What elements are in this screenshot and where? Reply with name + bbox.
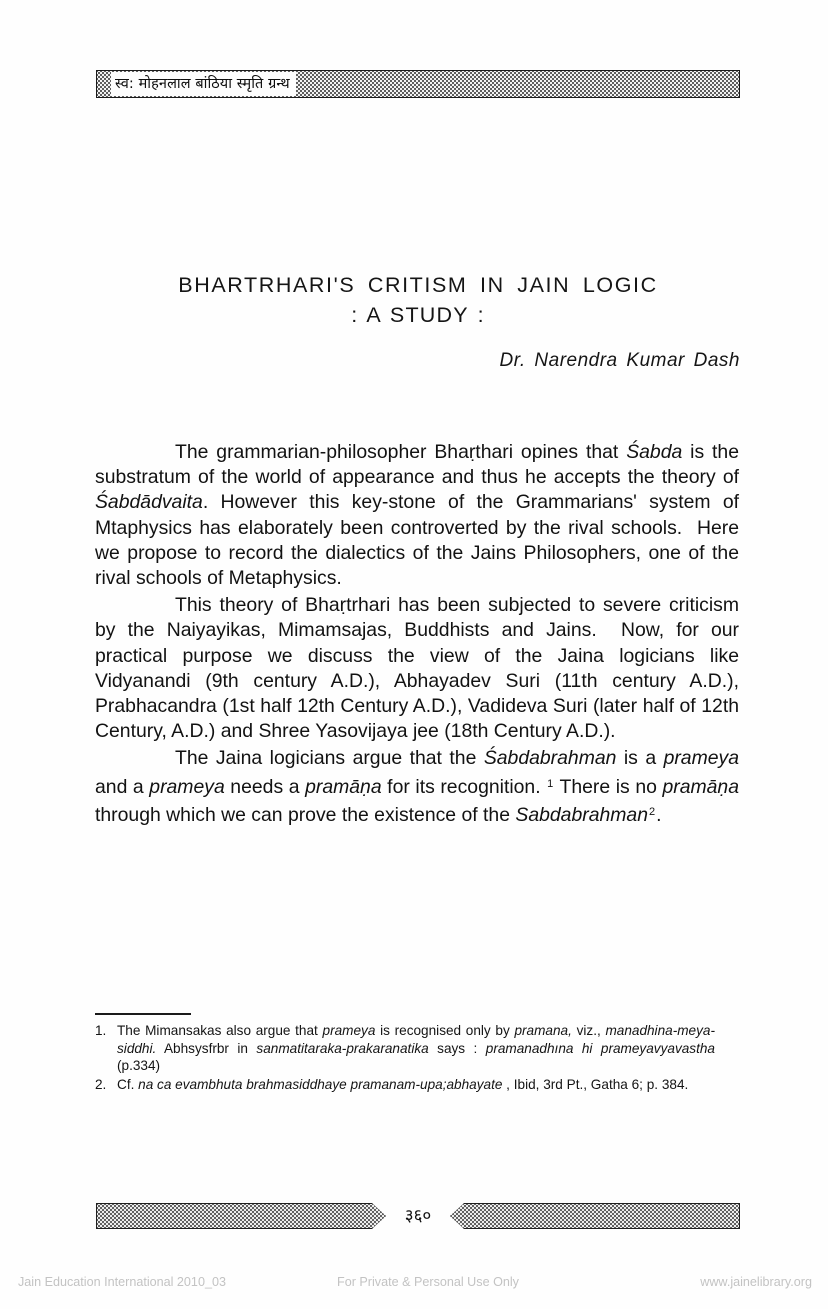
footer-decoration (96, 1203, 740, 1229)
footnote-text: Cf. na ca evambhuta brahmasiddhaye pramanam-upa;abhayate , Ibid, 3rd Pt., Gatha 6; p. 384. (117, 1076, 689, 1092)
article-author: Dr. Narendra Kumar Dash (499, 350, 740, 371)
scan-footer (0, 1272, 828, 1292)
footnote-text: The Mimansakas also argue that prameya is recognised only by pramana, viz., manadhina-meya-siddhi. Abhsysfrbr in sanmatitaraka-prakaranatika says : pramanadhına hi prameyavyavastha (p.334) (117, 1023, 715, 1074)
footer-bar-right-arrow (450, 1203, 740, 1229)
footnote-item (95, 1022, 715, 1075)
footnote-list (95, 1022, 715, 1094)
page-number: ३६० (404, 1205, 432, 1226)
footnote-separator-rule (95, 1013, 191, 1015)
scan-footer-website[interactable]: www.jainelibrary.org (700, 1275, 812, 1289)
running-header-title: स्व: मोहनलाल बांठिया स्मृति ग्रन्थ (115, 75, 290, 92)
scan-footer-organization: Jain Education International 2010_03 (18, 1275, 226, 1289)
body-paragraph-1: The grammarian-philosopher Bhaṛthari opines that Śabda is the substratum of the world of appearance and thus he accepts the theory of Śabdādvaita. However this key-stone of the Grammarians' system of Mtaphysics has elaborately been controverted by the rival schools. Here we propose to record the dialectics of the Jains Philosophers, one of the rival schools of Metaphysics. (95, 441, 739, 590)
running-header-title-plate (111, 72, 296, 96)
scan-footer-usage-notice: For Private & Personal Use Only (337, 1275, 519, 1289)
article-title-block (96, 270, 740, 330)
footnote-number: 2. (95, 1076, 107, 1092)
article-title-line-2: : A STUDY : (351, 303, 485, 327)
body-paragraph-2: This theory of Bhaṛtrhari has been subjected to severe criticism by the Naiyayikas, Mimamsajas, Buddhists and Jains. Now, for our practical purpose we discuss the view of the Jaina logicians like Vidyanandi (9th century A.D.), Abhayadev Suri (11th century A.D.), Prabhacandra (1st half 12th Century A.D.), Vadideva Suri (later half of 12th Century, A.D.) and Shree Yasovijaya jee (18th Century A.D.). (95, 594, 739, 743)
article-body (95, 440, 739, 830)
footer-bar-left-arrow (96, 1203, 386, 1229)
body-paragraph-3: The Jaina logicians argue that the Śabdabrahman is a prameya and a prameya needs a pramāṇa for its recognition. $^1$ There is no pramāṇa through which we can prove the existence of the Sabdabrahman$^2$. (95, 747, 740, 826)
footnote-number: 1. (95, 1023, 107, 1038)
article-title-line-1: BHARTRHARI'S CRITISM IN JAIN LOGIC (178, 273, 658, 297)
running-header-band (96, 70, 740, 98)
footnote-item (95, 1076, 715, 1094)
